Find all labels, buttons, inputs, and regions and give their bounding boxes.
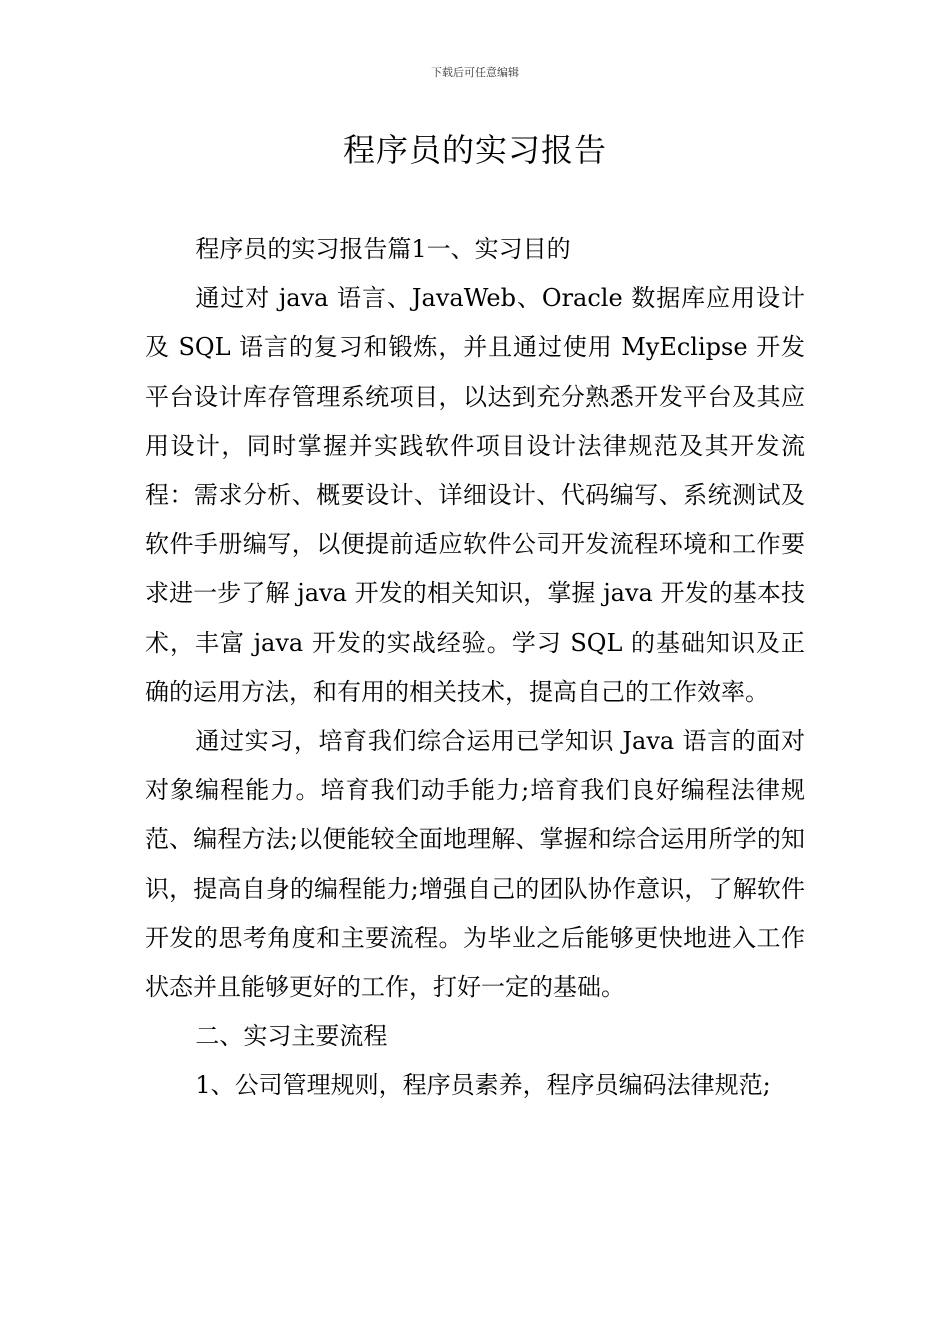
paragraph-training-goals: 通过实习，培育我们综合运用已学知识 Java 语言的面对对象编程能力。培育我们动手能力;培育我们良好编程法律规范、编程方法;以便能较全面地理解、掌握和综合运用所学的知识，提高自身的编程能力;增强自己的团队协作意识，了解软件开发的思考角度和主要流程。为毕业之后能够更快地进入工作状态并且能够更好的工作，打好一定的基础。 <box>145 727 805 1002</box>
document-body <box>145 225 805 1111</box>
paragraph-process-heading: 二、实习主要流程 <box>195 1022 388 1051</box>
paragraph-section-heading: 程序员的实习报告篇1一、实习目的 <box>195 235 571 263</box>
paragraph-process-item-1: 1、公司管理规则，程序员素养，程序员编码法律规范; <box>195 1071 771 1100</box>
header-note: 下载后可任意编辑 <box>431 66 519 79</box>
paragraph-purpose: 通过对 java 语言、JavaWeb、Oracle 数据库应用设计及 SQL 语言的复习和锻炼，并且通过使用 MyEclipse 开发平台设计库存管理系统项目，以达到充分熟悉开发平台及其应用设计，同时掌握并实践软件项目设计法律规范及其开发流程：需求分析、概要设计、详细设计、代码编写、系统测试及软件手册编写，以便提前适应软件公司开发流程环境和工作要求进一步了解 java 开发的相关知识，掌握 java 开发的基本技术，丰富 java 开发的实战经验。学习 SQL 的基础知识及正确的运用方法，和有用的相关技术，提高自己的工作效率。 <box>145 284 805 706</box>
document-title: 程序员的实习报告 <box>342 131 607 169</box>
